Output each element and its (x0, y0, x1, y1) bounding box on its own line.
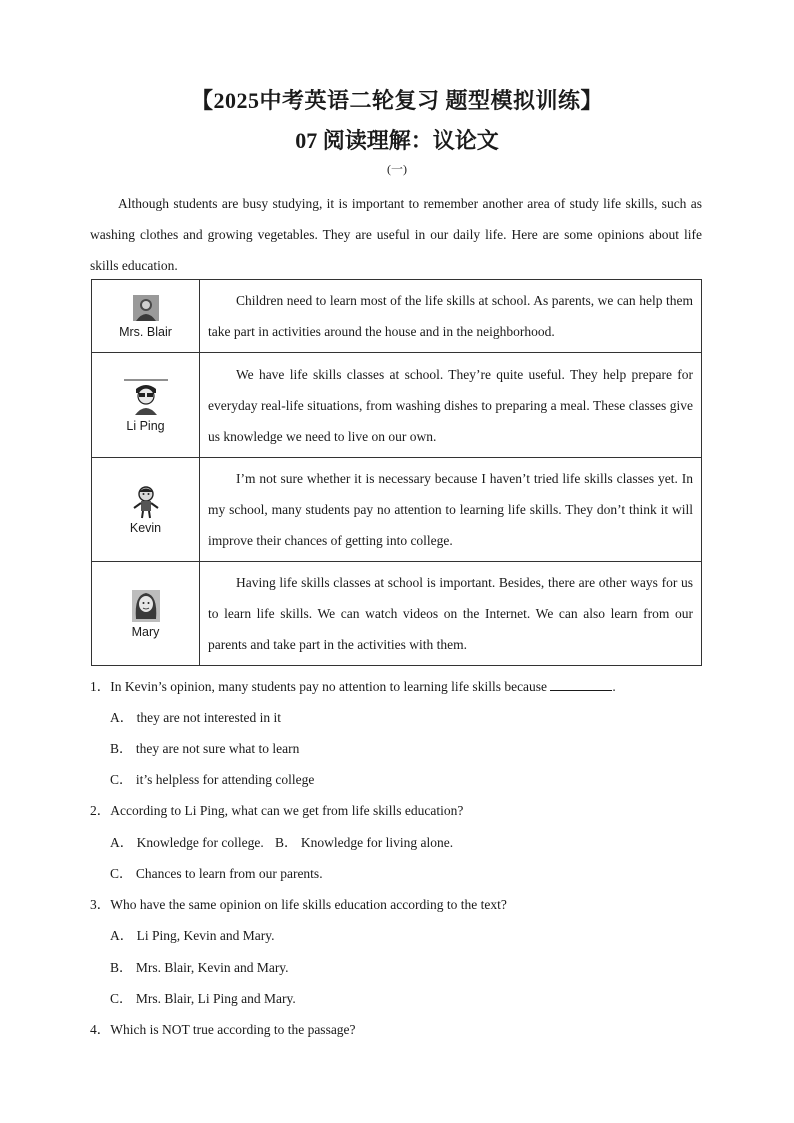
opinion-text: Having life skills classes at school is important. Besides, there are other ways for us to learn life skills. We can watch videos on the Internet. We can also learn from our parents and take part in the activities with them. (200, 562, 702, 666)
person-name: Mary (131, 624, 160, 639)
question-stem: Who have the same opinion on life skills education according to the text? (110, 897, 507, 912)
question-4 (90, 1018, 356, 1038)
option-c[interactable]: C． Mrs. Blair, Li Ping and Mary. (110, 991, 296, 1006)
answer-blank[interactable] (550, 678, 612, 691)
person-cell (92, 280, 200, 353)
question-stem: According to Li Ping, what can we get from life skills education? (110, 803, 464, 818)
opinion-text: Children need to learn most of the life skills at school. As parents, we can help them take part in activities around the house and in the neighborhood. (200, 280, 702, 353)
opinion-text: I’m not sure whether it is necessary because I haven’t tried life skills classes yet. In my school, many students pay no attention to learning life skills. They don’t think it will improve their chances of getting into college. (200, 458, 702, 562)
question-2 (90, 799, 463, 819)
boy-with-glasses-icon (122, 377, 170, 417)
person-name: Mrs. Blair (119, 325, 172, 339)
opinion-row (92, 353, 702, 458)
option-a[interactable]: A． they are not interested in it (110, 710, 281, 725)
woman-portrait-icon (131, 293, 161, 323)
question-number: 2． (90, 803, 111, 818)
option-a[interactable]: A． Knowledge for college. (110, 835, 264, 850)
person-cell (92, 458, 200, 562)
option-c[interactable]: C． it’s helpless for attending college (110, 772, 315, 787)
question-number: 4． (90, 1022, 111, 1037)
boy-standing-icon (131, 485, 161, 519)
question-1 (90, 675, 616, 695)
question-stem: Which is NOT true according to the passage? (110, 1022, 356, 1037)
option-b[interactable]: B． they are not sure what to learn (110, 741, 300, 756)
section-marker: (一) (387, 162, 407, 176)
person-name: Li Ping (126, 419, 165, 433)
document-subtitle: 07 阅读理解：议论文 (295, 128, 499, 153)
opinion-row (92, 280, 702, 353)
option-b[interactable]: B． Mrs. Blair, Kevin and Mary. (110, 960, 289, 975)
opinions-table (91, 279, 702, 666)
question-number: 1． (90, 679, 111, 694)
option-a[interactable]: A． Li Ping, Kevin and Mary. (110, 928, 275, 943)
person-cell (92, 562, 200, 666)
person-name: Kevin (129, 520, 162, 535)
opinion-text: We have life skills classes at school. They’re quite useful. They help prepare for everyday real-life situations, from washing dishes to preparing a meal. These classes give us knowledge we need to live on our own. (200, 353, 702, 458)
question-stem: In Kevin’s opinion, many students pay no attention to learning life skills because (110, 679, 548, 694)
question-stem-end: . (612, 679, 616, 694)
opinion-row (92, 562, 702, 666)
person-cell (92, 353, 200, 458)
question-number: 3． (90, 897, 111, 912)
girl-portrait-icon (131, 589, 161, 623)
document-title: 【2025中考英语二轮复习 题型模拟训练】 (190, 88, 603, 113)
passage-intro: Although students are busy studying, it is important to remember another area of study life skills, such as washing clothes and growing vegetables. They are useful in our daily life. Here are some opinions about life skills education. (90, 196, 702, 273)
question-3 (90, 893, 507, 913)
opinion-row (92, 458, 702, 562)
option-b[interactable]: B． Knowledge for living alone. (275, 835, 454, 850)
option-c[interactable]: C． Chances to learn from our parents. (110, 866, 323, 881)
